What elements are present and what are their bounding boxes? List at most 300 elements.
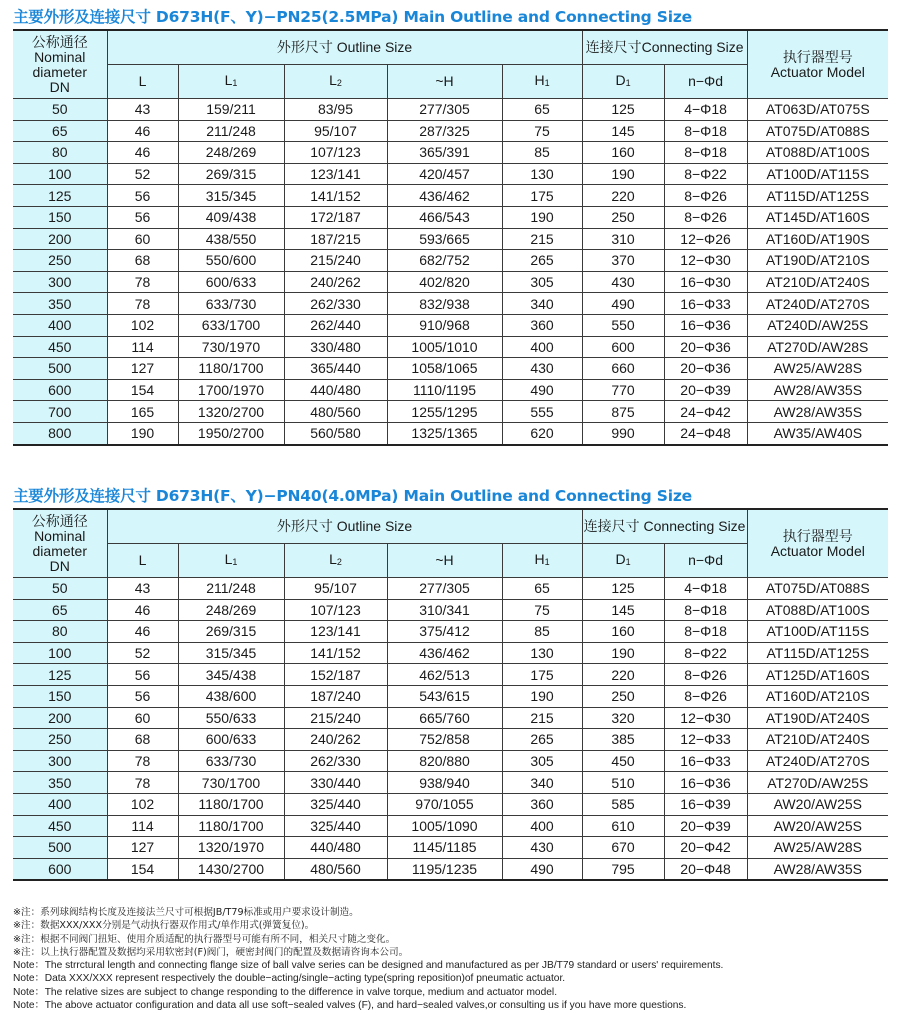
cell-l: 52 <box>107 163 178 185</box>
cell-h: 910/968 <box>387 314 502 336</box>
cell-actuator-model: AT240D/AW25S <box>747 314 888 336</box>
cell-actuator-model: AT088D/AT100S <box>747 142 888 164</box>
cell-actuator-model: AT270D/AW25S <box>747 772 888 794</box>
cell-l2: 480/560 <box>284 858 387 880</box>
cell-h: 277/305 <box>387 99 502 121</box>
cell-dn: 125 <box>13 664 107 686</box>
cell-l: 154 <box>107 379 178 401</box>
cell-n-phi-d: 8−Φ26 <box>664 685 747 707</box>
cell-l2: 262/330 <box>284 750 387 772</box>
cell-actuator-model: AT145D/AT160S <box>747 206 888 228</box>
cell-d1: 875 <box>582 401 664 423</box>
cell-d1: 450 <box>582 750 664 772</box>
cell-d1: 320 <box>582 707 664 729</box>
note-cn-2: ※注：数据XXX/XXX分别是气动执行器双作用式/单作用式(弹簧复位)。 <box>13 920 315 932</box>
cell-l: 60 <box>107 228 178 250</box>
cell-d1: 310 <box>582 228 664 250</box>
cell-l1: 315/345 <box>178 642 284 664</box>
table-row <box>13 120 888 142</box>
cell-d1: 510 <box>582 772 664 794</box>
cell-dn: 300 <box>13 750 107 772</box>
cell-h1: 400 <box>502 815 582 837</box>
cell-dn: 500 <box>13 358 107 380</box>
cell-l: 154 <box>107 858 178 880</box>
cell-h: 832/938 <box>387 293 502 315</box>
pn25-dimension-table <box>13 29 888 446</box>
cell-l1: 730/1970 <box>178 336 284 358</box>
cell-dn: 65 <box>13 599 107 621</box>
table-row <box>13 99 888 121</box>
cell-l1: 211/248 <box>178 578 284 600</box>
cell-l2: 141/152 <box>284 642 387 664</box>
cell-d1: 160 <box>582 621 664 643</box>
table-row <box>13 621 888 643</box>
table-row <box>13 664 888 686</box>
cell-l2: 480/560 <box>284 401 387 423</box>
header-l1: L1 <box>178 65 284 99</box>
cell-h: 593/665 <box>387 228 502 250</box>
cell-h1: 75 <box>502 599 582 621</box>
cell-d1: 160 <box>582 142 664 164</box>
cell-l1: 1950/2700 <box>178 422 284 444</box>
cell-d1: 190 <box>582 163 664 185</box>
cell-h1: 340 <box>502 772 582 794</box>
cell-h1: 305 <box>502 750 582 772</box>
cell-dn: 80 <box>13 142 107 164</box>
cell-h1: 65 <box>502 99 582 121</box>
cell-l2: 240/262 <box>284 729 387 751</box>
header-n-phi-d: n−Φd <box>664 544 747 578</box>
cell-dn: 200 <box>13 228 107 250</box>
cell-l1: 1700/1970 <box>178 379 284 401</box>
cell-dn: 600 <box>13 858 107 880</box>
cell-n-phi-d: 20−Φ39 <box>664 379 747 401</box>
cell-actuator-model: AT240D/AT270S <box>747 293 888 315</box>
cell-l1: 269/315 <box>178 163 284 185</box>
header-l1: L1 <box>178 544 284 578</box>
cell-actuator-model: AT115D/AT125S <box>747 185 888 207</box>
header-l2: L2 <box>284 544 387 578</box>
cell-l: 46 <box>107 142 178 164</box>
cell-n-phi-d: 8−Φ26 <box>664 185 747 207</box>
cell-n-phi-d: 8−Φ26 <box>664 664 747 686</box>
cell-dn: 300 <box>13 271 107 293</box>
cell-l2: 215/240 <box>284 250 387 272</box>
cell-dn: 250 <box>13 250 107 272</box>
cell-dn: 700 <box>13 401 107 423</box>
cell-h1: 265 <box>502 729 582 751</box>
pn25-section <box>13 5 888 446</box>
cell-l2: 440/480 <box>284 837 387 859</box>
header-actuator-model: 执行器型号 Actuator Model <box>747 30 888 99</box>
cell-l2: 325/440 <box>284 815 387 837</box>
cell-n-phi-d: 20−Φ48 <box>664 858 747 880</box>
cell-d1: 610 <box>582 815 664 837</box>
header-actuator-model: 执行器型号 Actuator Model <box>747 509 888 578</box>
cell-l1: 1320/2700 <box>178 401 284 423</box>
table-row <box>13 685 888 707</box>
cell-actuator-model: AW28/AW35S <box>747 379 888 401</box>
cell-h: 1195/1235 <box>387 858 502 880</box>
cell-actuator-model: AT240D/AT270S <box>747 750 888 772</box>
header-h: ~H <box>387 65 502 99</box>
cell-dn: 100 <box>13 642 107 664</box>
cell-l: 68 <box>107 250 178 272</box>
table-row <box>13 185 888 207</box>
table-row <box>13 250 888 272</box>
cell-actuator-model: AT160D/AT210S <box>747 685 888 707</box>
table-row <box>13 142 888 164</box>
cell-n-phi-d: 20−Φ39 <box>664 815 747 837</box>
cell-d1: 250 <box>582 685 664 707</box>
cell-dn: 80 <box>13 621 107 643</box>
note-en-3: Note：The relative sizes are subject to change responding to the difference in valve torque, medium and actuator model. <box>13 986 558 998</box>
table-row <box>13 228 888 250</box>
cell-l: 78 <box>107 772 178 794</box>
cell-h1: 490 <box>502 379 582 401</box>
cell-h1: 75 <box>502 120 582 142</box>
table-row <box>13 379 888 401</box>
cell-actuator-model: AT075D/AT088S <box>747 120 888 142</box>
cell-l: 78 <box>107 271 178 293</box>
cell-l1: 1180/1700 <box>178 358 284 380</box>
cell-h: 1005/1090 <box>387 815 502 837</box>
cell-d1: 370 <box>582 250 664 272</box>
cell-h: 436/462 <box>387 185 502 207</box>
cell-actuator-model: AT063D/AT075S <box>747 99 888 121</box>
cell-h: 277/305 <box>387 578 502 600</box>
cell-l1: 1320/1970 <box>178 837 284 859</box>
cell-l2: 83/95 <box>284 99 387 121</box>
cell-l1: 1180/1700 <box>178 793 284 815</box>
cell-actuator-model: AW20/AW25S <box>747 815 888 837</box>
table-row <box>13 837 888 859</box>
cell-l2: 240/262 <box>284 271 387 293</box>
cell-actuator-model: AW28/AW35S <box>747 858 888 880</box>
cell-l2: 123/141 <box>284 163 387 185</box>
cell-h1: 65 <box>502 578 582 600</box>
cell-l: 114 <box>107 815 178 837</box>
cell-h1: 85 <box>502 621 582 643</box>
note-cn-3: ※注：根据不同阀门扭矩、使用介质适配的执行器型号可能有所不同，相关尺寸随之变化。 <box>13 933 396 945</box>
cell-n-phi-d: 8−Φ18 <box>664 142 747 164</box>
header-outline-size: 外形尺寸 Outline Size <box>107 509 582 544</box>
table-row <box>13 271 888 293</box>
cell-l1: 600/633 <box>178 729 284 751</box>
cell-l: 190 <box>107 422 178 444</box>
cell-l: 78 <box>107 750 178 772</box>
cell-l1: 1180/1700 <box>178 815 284 837</box>
cell-n-phi-d: 20−Φ42 <box>664 837 747 859</box>
cell-n-phi-d: 8−Φ26 <box>664 206 747 228</box>
cell-h: 1110/1195 <box>387 379 502 401</box>
cell-l: 46 <box>107 621 178 643</box>
cell-l: 114 <box>107 336 178 358</box>
table-row <box>13 599 888 621</box>
header-h1: H1 <box>502 544 582 578</box>
cell-l2: 262/330 <box>284 293 387 315</box>
cell-d1: 990 <box>582 422 664 444</box>
table-row <box>13 707 888 729</box>
cell-d1: 795 <box>582 858 664 880</box>
header-l: L <box>107 544 178 578</box>
cell-n-phi-d: 16−Φ33 <box>664 750 747 772</box>
cell-h1: 130 <box>502 642 582 664</box>
cell-h: 970/1055 <box>387 793 502 815</box>
cell-actuator-model: AT160D/AT190S <box>747 228 888 250</box>
cell-h1: 85 <box>502 142 582 164</box>
table-row <box>13 336 888 358</box>
cell-actuator-model: AT088D/AT100S <box>747 599 888 621</box>
cell-l: 68 <box>107 729 178 751</box>
table-row <box>13 163 888 185</box>
cell-dn: 350 <box>13 772 107 794</box>
cell-d1: 145 <box>582 120 664 142</box>
cell-h1: 430 <box>502 358 582 380</box>
cell-n-phi-d: 8−Φ18 <box>664 120 747 142</box>
cell-dn: 100 <box>13 163 107 185</box>
cell-n-phi-d: 24−Φ48 <box>664 422 747 444</box>
cell-n-phi-d: 20−Φ36 <box>664 358 747 380</box>
cell-h: 543/615 <box>387 685 502 707</box>
cell-d1: 585 <box>582 793 664 815</box>
note-cn-4: ※注：以上执行器配置及数据均采用软密封(F)阀门，硬密封阀门的配置及数据请咨询本公司。 <box>13 946 409 958</box>
cell-h: 1255/1295 <box>387 401 502 423</box>
cell-l2: 187/215 <box>284 228 387 250</box>
table-row <box>13 358 888 380</box>
cell-d1: 190 <box>582 642 664 664</box>
cell-n-phi-d: 16−Φ30 <box>664 271 747 293</box>
cell-dn: 65 <box>13 120 107 142</box>
header-l: L <box>107 65 178 99</box>
cell-l1: 600/633 <box>178 271 284 293</box>
cell-h1: 175 <box>502 185 582 207</box>
cell-dn: 350 <box>13 293 107 315</box>
cell-l: 56 <box>107 664 178 686</box>
cell-l: 46 <box>107 120 178 142</box>
cell-dn: 150 <box>13 206 107 228</box>
cell-l1: 248/269 <box>178 142 284 164</box>
pn40-section <box>13 484 888 881</box>
table-row <box>13 314 888 336</box>
cell-d1: 430 <box>582 271 664 293</box>
cell-l: 56 <box>107 185 178 207</box>
cell-h: 1058/1065 <box>387 358 502 380</box>
cell-l1: 315/345 <box>178 185 284 207</box>
cell-actuator-model: AT100D/AT115S <box>747 163 888 185</box>
cell-actuator-model: AT125D/AT160S <box>747 664 888 686</box>
cell-l: 165 <box>107 401 178 423</box>
pn40-dimension-table <box>13 508 888 881</box>
cell-h1: 265 <box>502 250 582 272</box>
cell-l1: 730/1700 <box>178 772 284 794</box>
cell-n-phi-d: 8−Φ18 <box>664 621 747 643</box>
cell-h: 820/880 <box>387 750 502 772</box>
table-row <box>13 729 888 751</box>
cell-h: 938/940 <box>387 772 502 794</box>
cell-l: 60 <box>107 707 178 729</box>
cell-n-phi-d: 20−Φ36 <box>664 336 747 358</box>
cell-d1: 220 <box>582 664 664 686</box>
cell-h: 466/543 <box>387 206 502 228</box>
cell-actuator-model: AT210D/AT240S <box>747 271 888 293</box>
cell-d1: 490 <box>582 293 664 315</box>
pn40-table-body <box>13 578 888 881</box>
cell-l: 102 <box>107 793 178 815</box>
cell-n-phi-d: 4−Φ18 <box>664 99 747 121</box>
cell-d1: 600 <box>582 336 664 358</box>
cell-dn: 200 <box>13 707 107 729</box>
cell-l1: 159/211 <box>178 99 284 121</box>
cell-n-phi-d: 16−Φ39 <box>664 793 747 815</box>
cell-n-phi-d: 24−Φ42 <box>664 401 747 423</box>
header-h1: H1 <box>502 65 582 99</box>
cell-h: 310/341 <box>387 599 502 621</box>
header-connecting-size: 连接尺寸Connecting Size <box>582 30 747 65</box>
cell-d1: 125 <box>582 99 664 121</box>
cell-l2: 187/240 <box>284 685 387 707</box>
cell-l: 56 <box>107 685 178 707</box>
cell-d1: 670 <box>582 837 664 859</box>
cell-dn: 50 <box>13 578 107 600</box>
cell-l2: 365/440 <box>284 358 387 380</box>
cell-actuator-model: AW25/AW28S <box>747 837 888 859</box>
cell-h1: 215 <box>502 707 582 729</box>
pn40-table-title: 主要外形及连接尺寸 D673H(F、Y)−PN40(4.0MPa) Main Outline and Connecting Size <box>13 487 692 505</box>
cell-l1: 633/730 <box>178 750 284 772</box>
cell-l1: 1430/2700 <box>178 858 284 880</box>
pn25-table-title: 主要外形及连接尺寸 D673H(F、Y)−PN25(2.5MPa) Main Outline and Connecting Size <box>13 8 692 26</box>
cell-l2: 330/440 <box>284 772 387 794</box>
table-row <box>13 793 888 815</box>
cell-dn: 250 <box>13 729 107 751</box>
cell-h1: 215 <box>502 228 582 250</box>
cell-l2: 95/107 <box>284 578 387 600</box>
cell-l1: 248/269 <box>178 599 284 621</box>
header-nominal-diameter: 公称通径 Nominal diameter DN <box>13 30 107 99</box>
cell-h1: 360 <box>502 793 582 815</box>
header-d1: D1 <box>582 65 664 99</box>
cell-l1: 409/438 <box>178 206 284 228</box>
cell-l2: 560/580 <box>284 422 387 444</box>
cell-l1: 550/633 <box>178 707 284 729</box>
cell-dn: 500 <box>13 837 107 859</box>
cell-n-phi-d: 8−Φ18 <box>664 599 747 621</box>
table-row <box>13 750 888 772</box>
cell-h1: 360 <box>502 314 582 336</box>
cell-dn: 450 <box>13 815 107 837</box>
cell-actuator-model: AT190D/AT240S <box>747 707 888 729</box>
cell-n-phi-d: 16−Φ36 <box>664 772 747 794</box>
cell-dn: 50 <box>13 99 107 121</box>
cell-l1: 211/248 <box>178 120 284 142</box>
cell-h: 665/760 <box>387 707 502 729</box>
cell-l: 127 <box>107 837 178 859</box>
cell-l1: 550/600 <box>178 250 284 272</box>
header-connecting-size: 连接尺寸 Connecting Size <box>582 509 747 544</box>
cell-h1: 400 <box>502 336 582 358</box>
cell-h: 1005/1010 <box>387 336 502 358</box>
cell-n-phi-d: 4−Φ18 <box>664 578 747 600</box>
cell-l1: 438/550 <box>178 228 284 250</box>
cell-n-phi-d: 8−Φ22 <box>664 163 747 185</box>
cell-n-phi-d: 12−Φ30 <box>664 707 747 729</box>
cell-l: 127 <box>107 358 178 380</box>
cell-l: 52 <box>107 642 178 664</box>
cell-l: 43 <box>107 578 178 600</box>
cell-l: 56 <box>107 206 178 228</box>
cell-l2: 262/440 <box>284 314 387 336</box>
cell-l: 46 <box>107 599 178 621</box>
cell-h: 436/462 <box>387 642 502 664</box>
cell-dn: 125 <box>13 185 107 207</box>
table-row <box>13 206 888 228</box>
cell-h: 682/752 <box>387 250 502 272</box>
header-outline-size: 外形尺寸 Outline Size <box>107 30 582 65</box>
cell-l2: 141/152 <box>284 185 387 207</box>
cell-dn: 400 <box>13 314 107 336</box>
header-h: ~H <box>387 544 502 578</box>
cell-l2: 123/141 <box>284 621 387 643</box>
cell-actuator-model: AT075D/AT088S <box>747 578 888 600</box>
cell-h: 752/858 <box>387 729 502 751</box>
cell-h: 365/391 <box>387 142 502 164</box>
cell-l2: 107/123 <box>284 142 387 164</box>
cell-n-phi-d: 12−Φ33 <box>664 729 747 751</box>
cell-h: 1145/1185 <box>387 837 502 859</box>
cell-dn: 800 <box>13 422 107 444</box>
cell-h1: 190 <box>502 685 582 707</box>
cell-n-phi-d: 16−Φ36 <box>664 314 747 336</box>
cell-h1: 620 <box>502 422 582 444</box>
cell-l: 102 <box>107 314 178 336</box>
cell-l1: 633/730 <box>178 293 284 315</box>
pn25-table-body <box>13 99 888 445</box>
cell-d1: 550 <box>582 314 664 336</box>
cell-actuator-model: AT190D/AT210S <box>747 250 888 272</box>
cell-l2: 152/187 <box>284 664 387 686</box>
header-n-phi-d: n−Φd <box>664 65 747 99</box>
cell-h1: 340 <box>502 293 582 315</box>
cell-l: 78 <box>107 293 178 315</box>
cell-n-phi-d: 8−Φ22 <box>664 642 747 664</box>
header-l2: L2 <box>284 65 387 99</box>
cell-actuator-model: AW28/AW35S <box>747 401 888 423</box>
cell-actuator-model: AT100D/AT115S <box>747 621 888 643</box>
cell-actuator-model: AW20/AW25S <box>747 793 888 815</box>
notes-block <box>13 906 893 1012</box>
table-row <box>13 642 888 664</box>
cell-actuator-model: AT270D/AW28S <box>747 336 888 358</box>
cell-n-phi-d: 16−Φ33 <box>664 293 747 315</box>
cell-l2: 107/123 <box>284 599 387 621</box>
cell-h: 462/513 <box>387 664 502 686</box>
cell-dn: 600 <box>13 379 107 401</box>
cell-l2: 172/187 <box>284 206 387 228</box>
cell-h: 420/457 <box>387 163 502 185</box>
cell-l1: 269/315 <box>178 621 284 643</box>
table-row <box>13 578 888 600</box>
cell-h1: 175 <box>502 664 582 686</box>
cell-actuator-model: AT115D/AT125S <box>747 642 888 664</box>
cell-l2: 440/480 <box>284 379 387 401</box>
cell-h: 402/820 <box>387 271 502 293</box>
cell-n-phi-d: 12−Φ26 <box>664 228 747 250</box>
note-en-4: Note：The above actuator configuration and data all use soft−sealed valves (F), and hard−sealed valves,or consulting us if you have more questions. <box>13 1000 687 1012</box>
cell-h1: 555 <box>502 401 582 423</box>
cell-d1: 385 <box>582 729 664 751</box>
cell-dn: 400 <box>13 793 107 815</box>
